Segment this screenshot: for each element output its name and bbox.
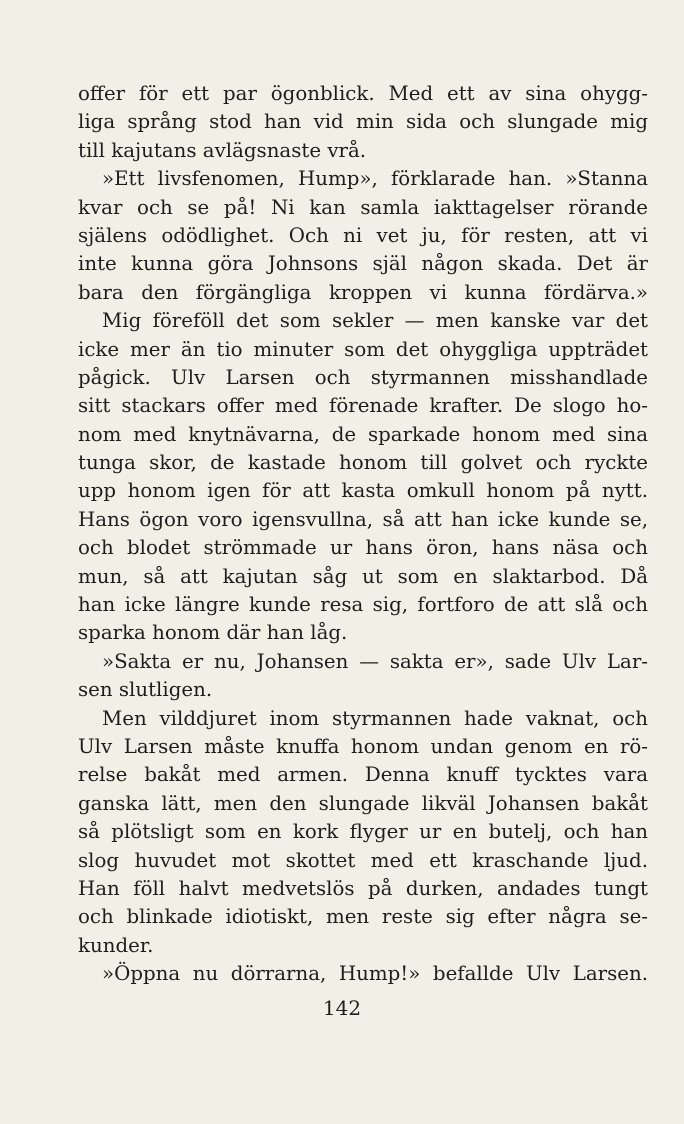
text-line: kunder. [78,933,154,957]
text-line: nom med knytnävarna, de sparkade honom med sina [78,422,648,446]
text-line: offer för ett par ögonblick. Med ett av sina ohygg- [78,82,648,105]
book-page-text [78,80,648,989]
text-line: sitt stackars offer med förenade krafter. De slogo ho- [78,394,648,418]
text-line: bara den förgängliga kroppen vi kunna fördärva.» [78,280,648,304]
text-line: Mig föreföll det som sekler — men kanske var det [102,309,648,333]
text-line: Men vilddjuret inom styrmannen hade vaknat, och [102,706,648,730]
text-line: mun, så att kajutan såg ut som en slaktarbod. Då [78,564,648,588]
text-line: Hans ögon voro igensvullna, så att han icke kunde se, [78,507,648,531]
text-line: Ulv Larsen måste knuffa honom undan genom en rö- [78,734,648,758]
text-line: »Öppna nu dörrarna, Hump!» befallde Ulv Larsen. [102,962,648,986]
text-line: kvar och se på! Ni kan samla iakttagelser rörande [78,195,648,219]
text-line: upp honom igen för att kasta omkull honom på nytt. [78,479,648,503]
text-line: till kajutans avlägsnaste vrå. [78,138,367,162]
text-line: och blodet strömmade ur hans öron, hans näsa och [78,536,648,560]
text-line: tunga skor, de kastade honom till golvet och ryckte [78,451,648,475]
text-line: icke mer än tio minuter som det ohyggliga uppträdet [78,337,648,361]
text-line: ganska lätt, men den slungade likväl Johansen bakåt [78,791,648,815]
text-line: liga språng stod han vid min sida och slungade mig [78,110,648,134]
text-line: slog huvudet mot skottet med ett kraschande ljud. [78,848,648,872]
text-line: så plötsligt som en kork flyger ur en butelj, och han [78,820,648,844]
text-line: sparka honom där han låg. [78,621,348,645]
text-line: »Ett livsfenomen, Hump», förklarade han. »Stanna [102,167,648,191]
text-line: han icke längre kunde resa sig, fortforo de att slå och [78,593,648,617]
text-line: »Sakta er nu, Johansen — sakta er», sade Ulv Lar- [102,649,648,673]
text-line: och blinkade idiotiskt, men reste sig efter några se- [78,905,648,929]
page-number: 142 [322,996,362,1020]
text-line: pågick. Ulv Larsen och styrmannen misshandlade [78,365,648,389]
text-line: Han föll halvt medvetslös på durken, andades tungt [78,876,648,900]
text-line: själens odödlighet. Och ni vet ju, för resten, att vi [78,223,648,247]
text-line: relse bakåt med armen. Denna knuff tycktes vara [78,763,648,787]
text-line: inte kunna göra Johnsons själ någon skada. Det är [78,252,648,276]
text-line: sen slutligen. [78,678,213,702]
